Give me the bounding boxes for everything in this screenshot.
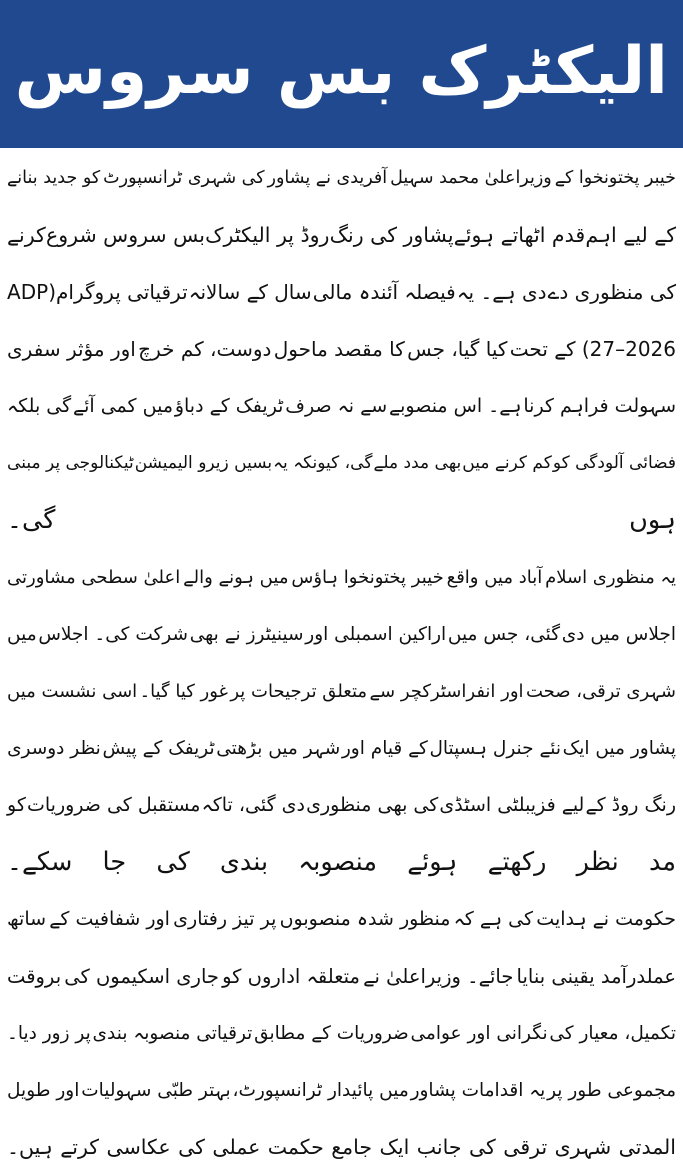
line-segment: میں کمی آئے <box>72 395 174 417</box>
line-segment: یہ اقدامات پشاور <box>410 1080 546 1101</box>
line-segment: کی منظوری دے <box>547 280 676 304</box>
line-segment: رنگ روڈ کے <box>585 794 676 816</box>
line-segment: آفریدی نے پشاور <box>267 168 388 188</box>
line-segment: دی گئی، تاکہ <box>201 794 305 816</box>
line-segment: میں <box>7 624 37 645</box>
article-line <box>7 891 676 948</box>
line-segment: فیصلہ آئندہ مالی <box>312 280 456 304</box>
line-segment: مستقبل کی ضروریات <box>26 794 201 816</box>
article-line <box>7 1062 676 1119</box>
line-segment: کی بھی منظوری <box>306 794 439 816</box>
line-segment: جاری اسکیموں کی <box>64 965 219 988</box>
line-segment: کم کرنے میں <box>462 453 552 473</box>
line-segment: اور شفافیت کے <box>49 908 170 930</box>
line-segment: میں پائیدار ٹرانسپورٹ، <box>232 1080 409 1101</box>
line-segment: وزیراعلیٰ محمد سہیل <box>390 168 552 188</box>
article-line <box>7 948 676 1005</box>
line-segment: منظور شدہ منصوبوں <box>279 908 451 930</box>
line-segment: خیبر پختونخوا کے <box>554 168 676 188</box>
line-segment: ضروریات کے مطابق <box>254 1023 409 1044</box>
article-line <box>7 321 676 378</box>
line-segment: متعلقہ اداروں کو <box>222 965 360 988</box>
line-segment: گی بلکہ <box>7 395 72 417</box>
article-line <box>7 378 676 435</box>
line-segment: متعلق ترجیحات پر <box>230 681 368 702</box>
line-segment: کے قیام اور <box>341 738 428 759</box>
line-segment: کا مقصد ماحول <box>273 337 405 361</box>
line-segment: پر زور دیا۔ <box>7 1023 91 1044</box>
article-body <box>0 150 683 1176</box>
article-paragraph <box>7 150 676 549</box>
line-segment: پشاور میں ایک <box>562 738 676 759</box>
line-segment: اجلاس میں دی <box>561 624 676 645</box>
line-segment: یہ منظوری اسلام <box>545 567 676 588</box>
line-segment: اور انفراسٹرکچر سے <box>369 681 524 702</box>
line-segment: بہتر طبّی سہولیات <box>81 1080 231 1101</box>
article-line <box>7 207 676 264</box>
line-segment: اور مؤثر سفری <box>7 337 136 361</box>
line-segment: نظر دوسری <box>7 738 101 759</box>
line-segment: نگرانی اور عوامی <box>410 1023 548 1044</box>
line-segment: گئی، جس میں <box>447 624 561 645</box>
article-line <box>7 606 676 663</box>
line-segment: ساتھ <box>7 908 47 930</box>
line-segment: پر تیز رفتاری <box>173 908 277 930</box>
line-segment: ہے۔ اس منصوبے <box>388 395 522 417</box>
line-segment: کرنے <box>7 223 46 247</box>
line-segment: سے نہ صرف <box>285 395 388 417</box>
article-line <box>7 150 676 207</box>
article-line <box>7 549 676 606</box>
line-segment: خیبر پختونخوا ہاؤس <box>291 567 444 588</box>
line-segment: لیے فزیبلٹی اسٹڈی <box>439 794 585 816</box>
line-segment: ٹریفک کے دباؤ <box>174 395 284 417</box>
line-segment: کو جدید بنانے <box>7 168 101 188</box>
line-segment: ترقیاتی پروگرام(ADP <box>7 280 188 304</box>
article-line <box>7 663 676 720</box>
line-segment: دی ہے۔ یہ <box>456 280 547 304</box>
line-segment: پشاور کی رنگ <box>329 223 454 247</box>
article-line <box>7 264 676 321</box>
line-segment: گی، کیونکہ یہ <box>273 453 373 473</box>
line-segment: اراکین اسمبلی اور <box>305 624 447 645</box>
line-segment: دوست، کم خرچ <box>138 337 272 361</box>
page-title: الیکٹرک بس سروس <box>14 33 669 109</box>
line-segment: شرکت کی۔ اجلاس <box>38 624 189 645</box>
line-segment: کی ہے کہ <box>453 908 534 930</box>
line-segment: سینیٹرز نے بھی <box>189 624 304 645</box>
article-line: مد نظر رکھتے ہوئے منصوبہ بندی کی جا سکے۔ <box>7 847 676 877</box>
line-segment: اعلیٰ سطحی مشاورتی <box>7 567 181 588</box>
line-segment: سال کے سالانہ <box>188 280 312 304</box>
line-segment: کے لیے اہم <box>585 223 676 247</box>
line-segment: اور طویل <box>7 1080 80 1101</box>
article-line: ہوں گی۔ <box>7 505 676 535</box>
line-segment: تکمیل، معیار کی <box>549 1023 676 1044</box>
line-segment: کیا گیا، جس <box>407 337 508 361</box>
article-line: المدتی شہری ترقی کی جانب ایک جامع حکمت عملی کی عکاسی کرتے ہیں۔ <box>7 1135 676 1159</box>
line-segment: ٹریفک کے پیش <box>102 738 215 759</box>
line-segment: کو <box>7 794 26 816</box>
line-segment: قدم اٹھاتے ہوئے <box>453 223 586 247</box>
line-segment: بس سروس شروع <box>46 223 205 247</box>
line-segment: میں ہونے والے <box>183 567 289 588</box>
line-segment: ٹیکنالوجی پر مبنی <box>7 453 134 473</box>
line-segment: روڈ پر الیکٹرک <box>205 223 330 247</box>
line-segment: بروقت <box>7 965 62 988</box>
line-segment: عملدرآمد یقینی بنایا <box>516 965 676 988</box>
line-segment: اسی نشست میں <box>7 681 138 702</box>
line-segment: بسیں زیرو الیمیشن <box>134 453 273 473</box>
article-line <box>7 1005 676 1062</box>
line-segment: آباد میں واقع <box>446 567 543 588</box>
article-line <box>7 435 676 492</box>
line-segment: 2026–27) کے تحت <box>509 337 676 361</box>
line-segment: ترقیاتی منصوبہ بندی <box>92 1023 253 1044</box>
line-segment: حکومت نے ہدایت <box>536 908 676 930</box>
line-segment: کی شہری ٹرانسپورٹ <box>103 168 265 188</box>
line-segment: مجموعی طور پر <box>547 1080 676 1101</box>
headline-banner <box>0 0 683 148</box>
line-segment: نئے جنرل ہسپتال <box>429 738 562 759</box>
line-segment: جائے۔ وزیراعلیٰ نے <box>363 965 514 988</box>
line-segment: شہر میں بڑھتی <box>216 738 341 759</box>
line-segment: غور کیا گیا۔ <box>139 681 228 702</box>
article-line <box>7 777 676 834</box>
article-line <box>7 720 676 777</box>
article-paragraph <box>7 891 676 1176</box>
line-segment: شہری ترقی، صحت <box>525 681 676 702</box>
line-segment: فضائی آلودگی کو <box>552 453 676 473</box>
line-segment: بھی مدد ملے <box>373 453 462 473</box>
line-segment: سہولت فراہم کرنا <box>523 395 676 417</box>
article-paragraph <box>7 549 676 891</box>
